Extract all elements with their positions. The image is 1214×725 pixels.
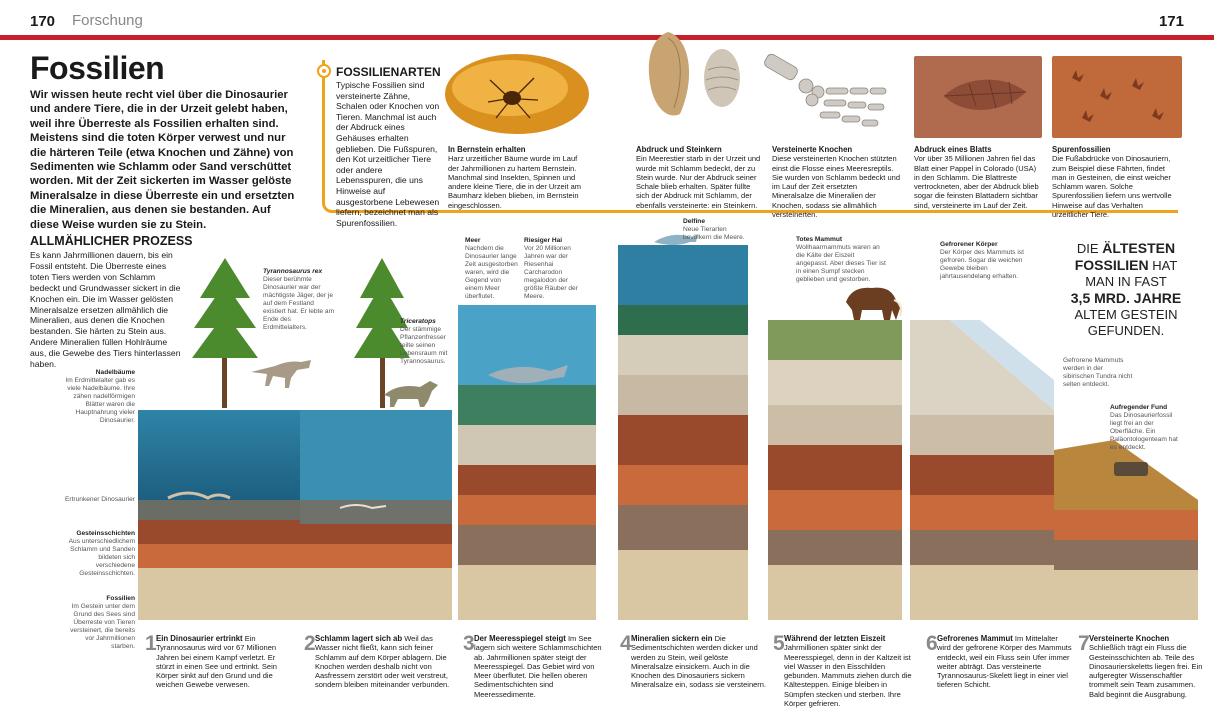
page-title: Fossilien bbox=[30, 50, 165, 86]
fossil-type-bones: Versteinerte Knochen Diese versteinerten Knochen stützten einst die Flosse eines Meeresreptils. Sie wurden von Schlamm bedeckt und im Lauf der Zeit ersetzten Mineralsalze die Mineralien der Knochen, sodass sie allmählich versteinerten. bbox=[772, 145, 900, 220]
stone-core-image bbox=[700, 46, 744, 110]
label-trex: Tyrannosaurus rex Dieser berühmte Dinosaurier war der mächtigste Jäger, der je auf dem Festland existiert hat. Er lebte am Ende des Erdmittelalters. bbox=[263, 268, 335, 331]
fossil-type-leaf: Abdruck eines Blatts Vor über 35 Millionen Jahren fiel das Blatt einer Pappel in Colorado (USA) in den Schlamm. Die Blattreste vertrockneten, aber der Abdruck blieb sogar die feinsten Blattadern sichtbar sind, versteinerte im Lauf der Zeit. bbox=[914, 145, 1039, 210]
step-7: 7 Versteinerte Knochen Schließlich trägt ein Fluss die Gesteinsschichten ab. Teile des Dinosaurierskeletts liegen frei. Ein aufgeregter Wissenschaftler trommelt sein Team zusammen. Bald beginnt die Ausgrabung. bbox=[1078, 632, 1203, 699]
label-rock-layers: Gesteinsschichten Aus unterschiedlichem Schlamm und Sanden bildeten sich verschiedene Gesteinsschichten. bbox=[68, 530, 135, 577]
mammoth-icon bbox=[840, 282, 906, 326]
triceratops-icon bbox=[378, 375, 442, 411]
fossil-type-tracks: Spurenfossilien Die Fußabdrücke von Dinosauriern, zum Beispiel diese Fährten, findet man in Gesteinen, die einst weicher Schlamm waren. Solche Spurenfossilien liefern uns wertvolle Hinweise auf das Verhalten urzeitlicher Tiere. bbox=[1052, 145, 1172, 220]
label-sea: Meer Nachdem die Dinosaurier lange Zeit ausgestorben waren, wird die Gegend von einem Meer überflutet. bbox=[465, 237, 518, 300]
page-number-left: 170 bbox=[30, 13, 56, 30]
process-text: Es kann Jahrmillionen dauern, bis ein Fossil entsteht. Die Überreste eines toten Tiers werden von Schlamm bedeckt und Grundwasser sickert in die Knochen ein. Die im Wasser gelösten Mineralsalze ersetzen allmählich die Mineralien, aus denen die Knochen bestanden. Sie härten zu Stein aus. Andere Mineralien füllen Hohlräume aus, die Gewebe des Tiers hinterlassen haben. bbox=[30, 250, 181, 370]
shell-fossil-image bbox=[640, 28, 700, 120]
stage-5-block bbox=[768, 320, 902, 620]
section-marker-icon bbox=[317, 64, 331, 78]
fossil-types-text: Typische Fossilien sind versteinerte Zähne, Schalen oder Knochen von Tieren. Manchmal ist auch der Abdruck eines Gehäuses erhalten geblieben. Die Fußspuren, den Kot urzeitlicher Tiere oder andere Lebensspuren, die uns Hinweise auf ausgestorbene Lebewesen liefern, bezeichnet man als Spurenfossilien. bbox=[336, 80, 440, 228]
label-exciting-find: Aufregender Fund Das Dinosaurierfossil liegt frei an der Oberfläche. Ein Paläontologenteam hat es entdeckt. bbox=[1110, 404, 1178, 451]
step-3: 3 Der Meeresspiegel steigt Im See lagern sich weitere Schlammschichten ab. Jahrmillionen später steigt der Meeresspiegel. Das Gebiet wird von Meer überflutet. Die hellen oberen Sedimentschichten sind Meeressedimente. bbox=[463, 632, 602, 699]
fossil-type-amber: In Bernstein erhalten Harz urzeitlicher Bäume wurde im Lauf der Jahrmillionen zu hartem Bernstein. Manchmal sind Insekten, Spinnen und andere kleine Tiere, die in der Urzeit am Baumharz kleben blieben, im Bernstein eingeschlossen. bbox=[448, 145, 581, 210]
step-6: 6 Gefrorenes Mammut Im Mittelalter wird der gefrorene Körper des Mammuts entdeckt, weil ein Fluss sein Ufer immer weiter abträgt. Das versteinerte Tyrannosaurus-Skelett liegt in einer viel tieferen Schicht. bbox=[926, 632, 1072, 690]
label-frozen-mammoths: Gefrorene Mammuts werden in der sibirischen Tundra nicht selten entdeckt. bbox=[1063, 357, 1133, 388]
trex-icon bbox=[245, 350, 315, 390]
step-5: 5 Während der letzten Eiszeit Jahrmillionen später sinkt der Meeresspiegel, denn in der Kaltzeit ist viel Wasser in den Eisschilden gebunden. Mammuts ziehen durch die Kältesteppen. Einige bleiben in Sümpfen stecken und sterben. Ihre Körper gefrieren. bbox=[773, 632, 912, 709]
label-conifers: Nadelbäume Im Erdmittelalter gab es viele Nadelbäume. Ihre zähen nadelförmigen Blätter waren die Hauptnahrung vieler Dinosaurier. bbox=[65, 369, 135, 424]
fossil-types-heading: FOSSILIENARTEN bbox=[336, 65, 441, 79]
label-fossils: Fossilien Im Gestein unter dem Grund des Sees sind Überreste von Tieren versteinert, die bereits vor Jahrmillionen starben. bbox=[70, 595, 135, 650]
footprint-tracks-image bbox=[1052, 56, 1182, 138]
label-drowned-dino: Ertrunkener Dinosaurier bbox=[65, 496, 135, 503]
stage-6-block bbox=[910, 320, 1054, 620]
label-dolphins: Delfine Neue Tierarten bevölkern die Meere. bbox=[683, 218, 745, 241]
step-2: 2 Schlamm lagert sich ab Weil das Wasser nicht fließt, kann sich feiner Schlamm auf dem Körper ablagern. Die Knochen werden deshalb nicht von Aasfressern zerstört oder weit verstreut, sondern bleiben miteinander verbunden. bbox=[304, 632, 450, 690]
step-1: 1 Ein Dinosaurier ertrinkt Ein Tyrannosaurus wird vor 67 Millionen Jahren bei einem Kampf verletzt. Er stürzt in einen See und ertrinkt. Sein Körper sinkt auf den Grund und die weichen Gewebe verwesen. bbox=[145, 632, 277, 690]
section-title: Forschung bbox=[72, 12, 143, 29]
label-frozen-body: Gefrorener Körper Der Körper des Mammuts ist gefroren. Sogar die weichen Gewebe bleiben jahrtausendelang erhalten. bbox=[940, 241, 1024, 280]
amber-spider-image bbox=[440, 50, 590, 142]
intro-text: Wir wissen heute recht viel über die Dinosaurier und andere Tiere, die in der Urzeit gelebt haben, weil ihre Überreste als Fossilien erhalten sind. Meistens sind die toten Körper verwest und nur die härteren Teile (etwa Knochen und Zähne) von Sedimenten wie Schlamm oder Sand verschüttet worden. Mit der Zeit sickerten im Wasser gelöste Mineralsalze in diese Überreste ein und ersetzten die Mineralien, aus denen sie bestanden. Auf diese Weise wurden sie zu Stein. bbox=[30, 89, 295, 231]
label-triceratops: Triceratops Der stämmige Pflanzenfresser teilte seinen Lebensraum mit Tyrannosaurus. bbox=[400, 318, 448, 365]
fin-bones-image bbox=[758, 50, 906, 142]
page-number-right: 171 bbox=[1158, 13, 1184, 30]
stage-3-block bbox=[458, 305, 596, 620]
stage-2-block bbox=[300, 410, 452, 620]
oldest-fossils-callout: DIE ÄLTESTEN FOSSILIEN HAT MAN IN FAST 3,5 MRD. JAHRE ALTEM GESTEIN GEFUNDEN. bbox=[1070, 240, 1182, 338]
fossil-type-imprint: Abdruck und Steinkern Ein Meerestier starb in der Urzeit und wurde mit Schlamm bedeckt, der zu Stein wurde. Nur der Abdruck seiner Schale blieb erhalten. Später füllte sich der Abdruck mit Schlamm, der ebenfalls versteinerte: ein Steinkern. bbox=[636, 145, 761, 210]
step-4: 4 Mineralien sickern ein Die Sedimentschichten werden dicker und werden zu Stein, weil gelöste Mineralsalze einsickern. Auch in die Knochen des Dinosauriers sickern Mineralsalze ein, sodass sie versteinern. bbox=[620, 632, 767, 690]
leaf-imprint-image bbox=[914, 56, 1042, 138]
header-rule bbox=[0, 35, 1214, 40]
label-dead-mammoth: Totes Mammut Wollhaarmammuts waren an die Kälte der Eiszeit angepasst. Aber dieses Tier ist in einen Sumpf stecken geblieben und gestorben. bbox=[796, 236, 886, 283]
stage-1-block bbox=[138, 410, 302, 620]
label-giant-shark: Riesiger Hai Vor 20 Millionen Jahren war der Riesenhai Carcharodon megalodon der größte Räuber der Meere. bbox=[524, 237, 578, 300]
stage-4-block bbox=[618, 245, 748, 620]
process-heading: ALLMÄHLICHER PROZESS bbox=[30, 234, 193, 248]
stage-7-block bbox=[1054, 440, 1198, 620]
